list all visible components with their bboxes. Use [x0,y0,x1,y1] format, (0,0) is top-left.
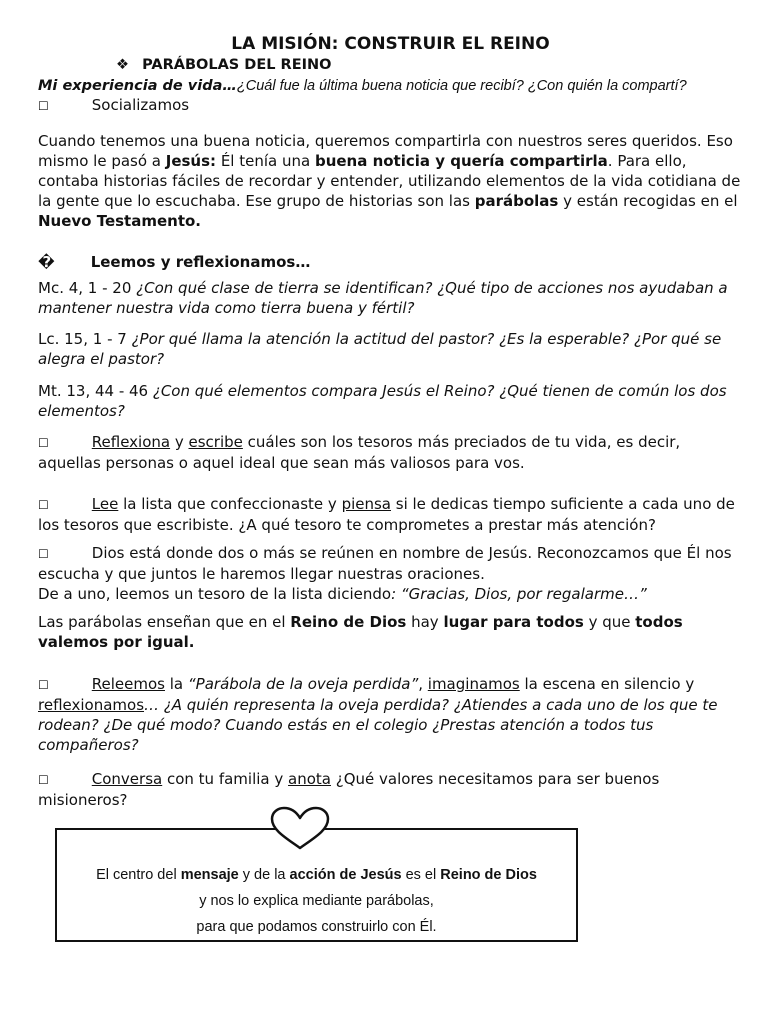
bold-run: Nuevo Testamento. [38,212,202,230]
bold-run: buena noticia y quería compartirla [314,152,608,170]
summary-line-2: y nos lo explica mediante parábolas, [199,893,434,909]
diamond-bullet-icon: ❖ [116,57,129,73]
subtitle-text: PARÁBOLAS DEL REINO [142,57,332,73]
underlined-run: Conversa [91,770,163,788]
reference-cite: Mc. 4, 1 - 20 [38,279,137,297]
unknown-glyph-icon: � [38,253,55,271]
bold-run: Reino de Dios [290,613,407,631]
bold-run: mensaje [180,867,239,883]
reference-question: ¿Con qué elementos compara Jesús el Reino? ¿Qué tienen de común los dos elementos? [38,382,727,420]
underlined-run: escribe [188,433,243,451]
bold-run: todos valemos por igual. [38,613,683,651]
text-run: Él tenía una [216,152,315,170]
text-run: cuáles son los tesoros más preciados de tu vida, es decir, aquellas personas o aquel ideal que sean más valiosos para vos. [38,433,681,472]
checkbox-icon: ☐ [38,99,49,113]
text-run: ¿Qué valores necesitamos para ser buenos misioneros? [38,770,660,809]
text-run: y están recogidas en el [558,192,738,210]
bold-run: acción de Jesús [289,867,402,883]
italic-run: … ¿A quién representa la oveja perdida? ¿Atiendes a cada uno de los que te rodean? ¿De qué modo? Cuando estás en el colegio ¿Prestas atención a todos tus compañeros? [38,696,718,754]
text-run: si le dedicas tiempo suficiente a cada uno de los tesoros que escribiste. ¿A qué tesoro te comprometes a prestar más atención? [38,495,735,534]
text-run: la [164,675,188,693]
page-title: LA MISIÓN: CONSTRUIR EL REINO [231,34,550,54]
intro-lead: Mi experiencia de vida… [38,78,237,94]
socializamos-item [38,95,743,116]
text-run: Las parábolas enseñan que en el [38,613,291,631]
underlined-run: reflexionamos [38,696,145,714]
bold-run: lugar para todos [443,613,584,631]
checkbox-icon: ☐ [38,498,49,512]
text-run: y de la [238,867,290,883]
reference-question: ¿Con qué clase de tierra se identifican? ¿Qué tipo de acciones nos ayudaban a mantener nuestra vida como tierra buena y fértil? [38,279,728,317]
section-subtitle [116,55,716,75]
dios-item [38,543,743,604]
underlined-run: imaginamos [427,675,520,693]
text-run: . Para ello, contaba historias fáciles de recordar y entender, utilizando elementos de la vida cotidiana de la gente que lo escuchaba. Ese grupo de historias son las [38,152,741,210]
underlined-run: anota [288,770,331,788]
lee-item [38,494,743,535]
checkbox-icon: ☐ [38,436,49,450]
text-run: De a uno, leemos un tesoro de la lista diciendo [38,585,392,603]
bold-run: Reino de Dios [440,867,537,883]
text-run: la escena en silencio y [519,675,695,693]
reference-mt [38,381,743,421]
intro-question: ¿Cuál fue la última buena noticia que recibí? ¿Con quién la compartí? [236,78,687,94]
checkbox-icon: ☐ [38,773,49,787]
parabolas-paragraph [38,612,743,652]
reflexiona-item [38,432,743,473]
underlined-run: Reflexiona [91,433,171,451]
heart-icon [268,806,332,852]
bold-run: parábolas [474,192,559,210]
italic-run: : “Gracias, Dios, por regalarme…” [391,585,647,603]
reference-lc [38,329,743,369]
text-run: y que [583,613,636,631]
summary-line-1 [57,867,576,883]
bold-run: Jesús: [165,152,217,170]
reference-mc [38,278,743,318]
underlined-run: piensa [341,495,391,513]
leemos-heading [38,252,743,272]
conversa-item [38,769,743,810]
summary-line-3: para que podamos construirlo con Él. [196,919,437,935]
leemos-label: Leemos y reflexionamos… [90,253,311,271]
intro-line [38,76,743,96]
text-run: es el [401,867,441,883]
reference-question: ¿Por qué llama la atención la actitud del pastor? ¿Es la esperable? ¿Por qué se alegra el pastor? [38,330,722,368]
text-run: El centro del [96,867,181,883]
underlined-run: Lee [91,495,119,513]
releemos-item [38,674,743,755]
text-run: hay [406,613,444,631]
text-run: Dios está donde dos o más se reúnen en nombre de Jesús. Reconozcamos que Él nos escucha y que juntos le haremos llegar nuestras oraciones. [38,544,732,583]
intro-paragraph [38,131,743,231]
text-run: la lista que confeccionaste y [118,495,342,513]
italic-run: “Parábola de la oveja perdida” [187,675,419,693]
checkbox-icon: ☐ [38,547,49,561]
reference-cite: Mt. 13, 44 - 46 [38,382,153,400]
checkbox-icon: ☐ [38,678,49,692]
text-run: , [418,675,428,693]
text-run: con tu familia y [162,770,289,788]
reference-cite: Lc. 15, 1 - 7 [38,330,132,348]
underlined-run: Releemos [91,675,165,693]
socializamos-label: Socializamos [91,96,190,114]
text-run: y [170,433,189,451]
text-run: Cuando tenemos una buena noticia, queremos compartirla con nuestros seres queridos. Eso mismo le pasó a [38,132,733,170]
